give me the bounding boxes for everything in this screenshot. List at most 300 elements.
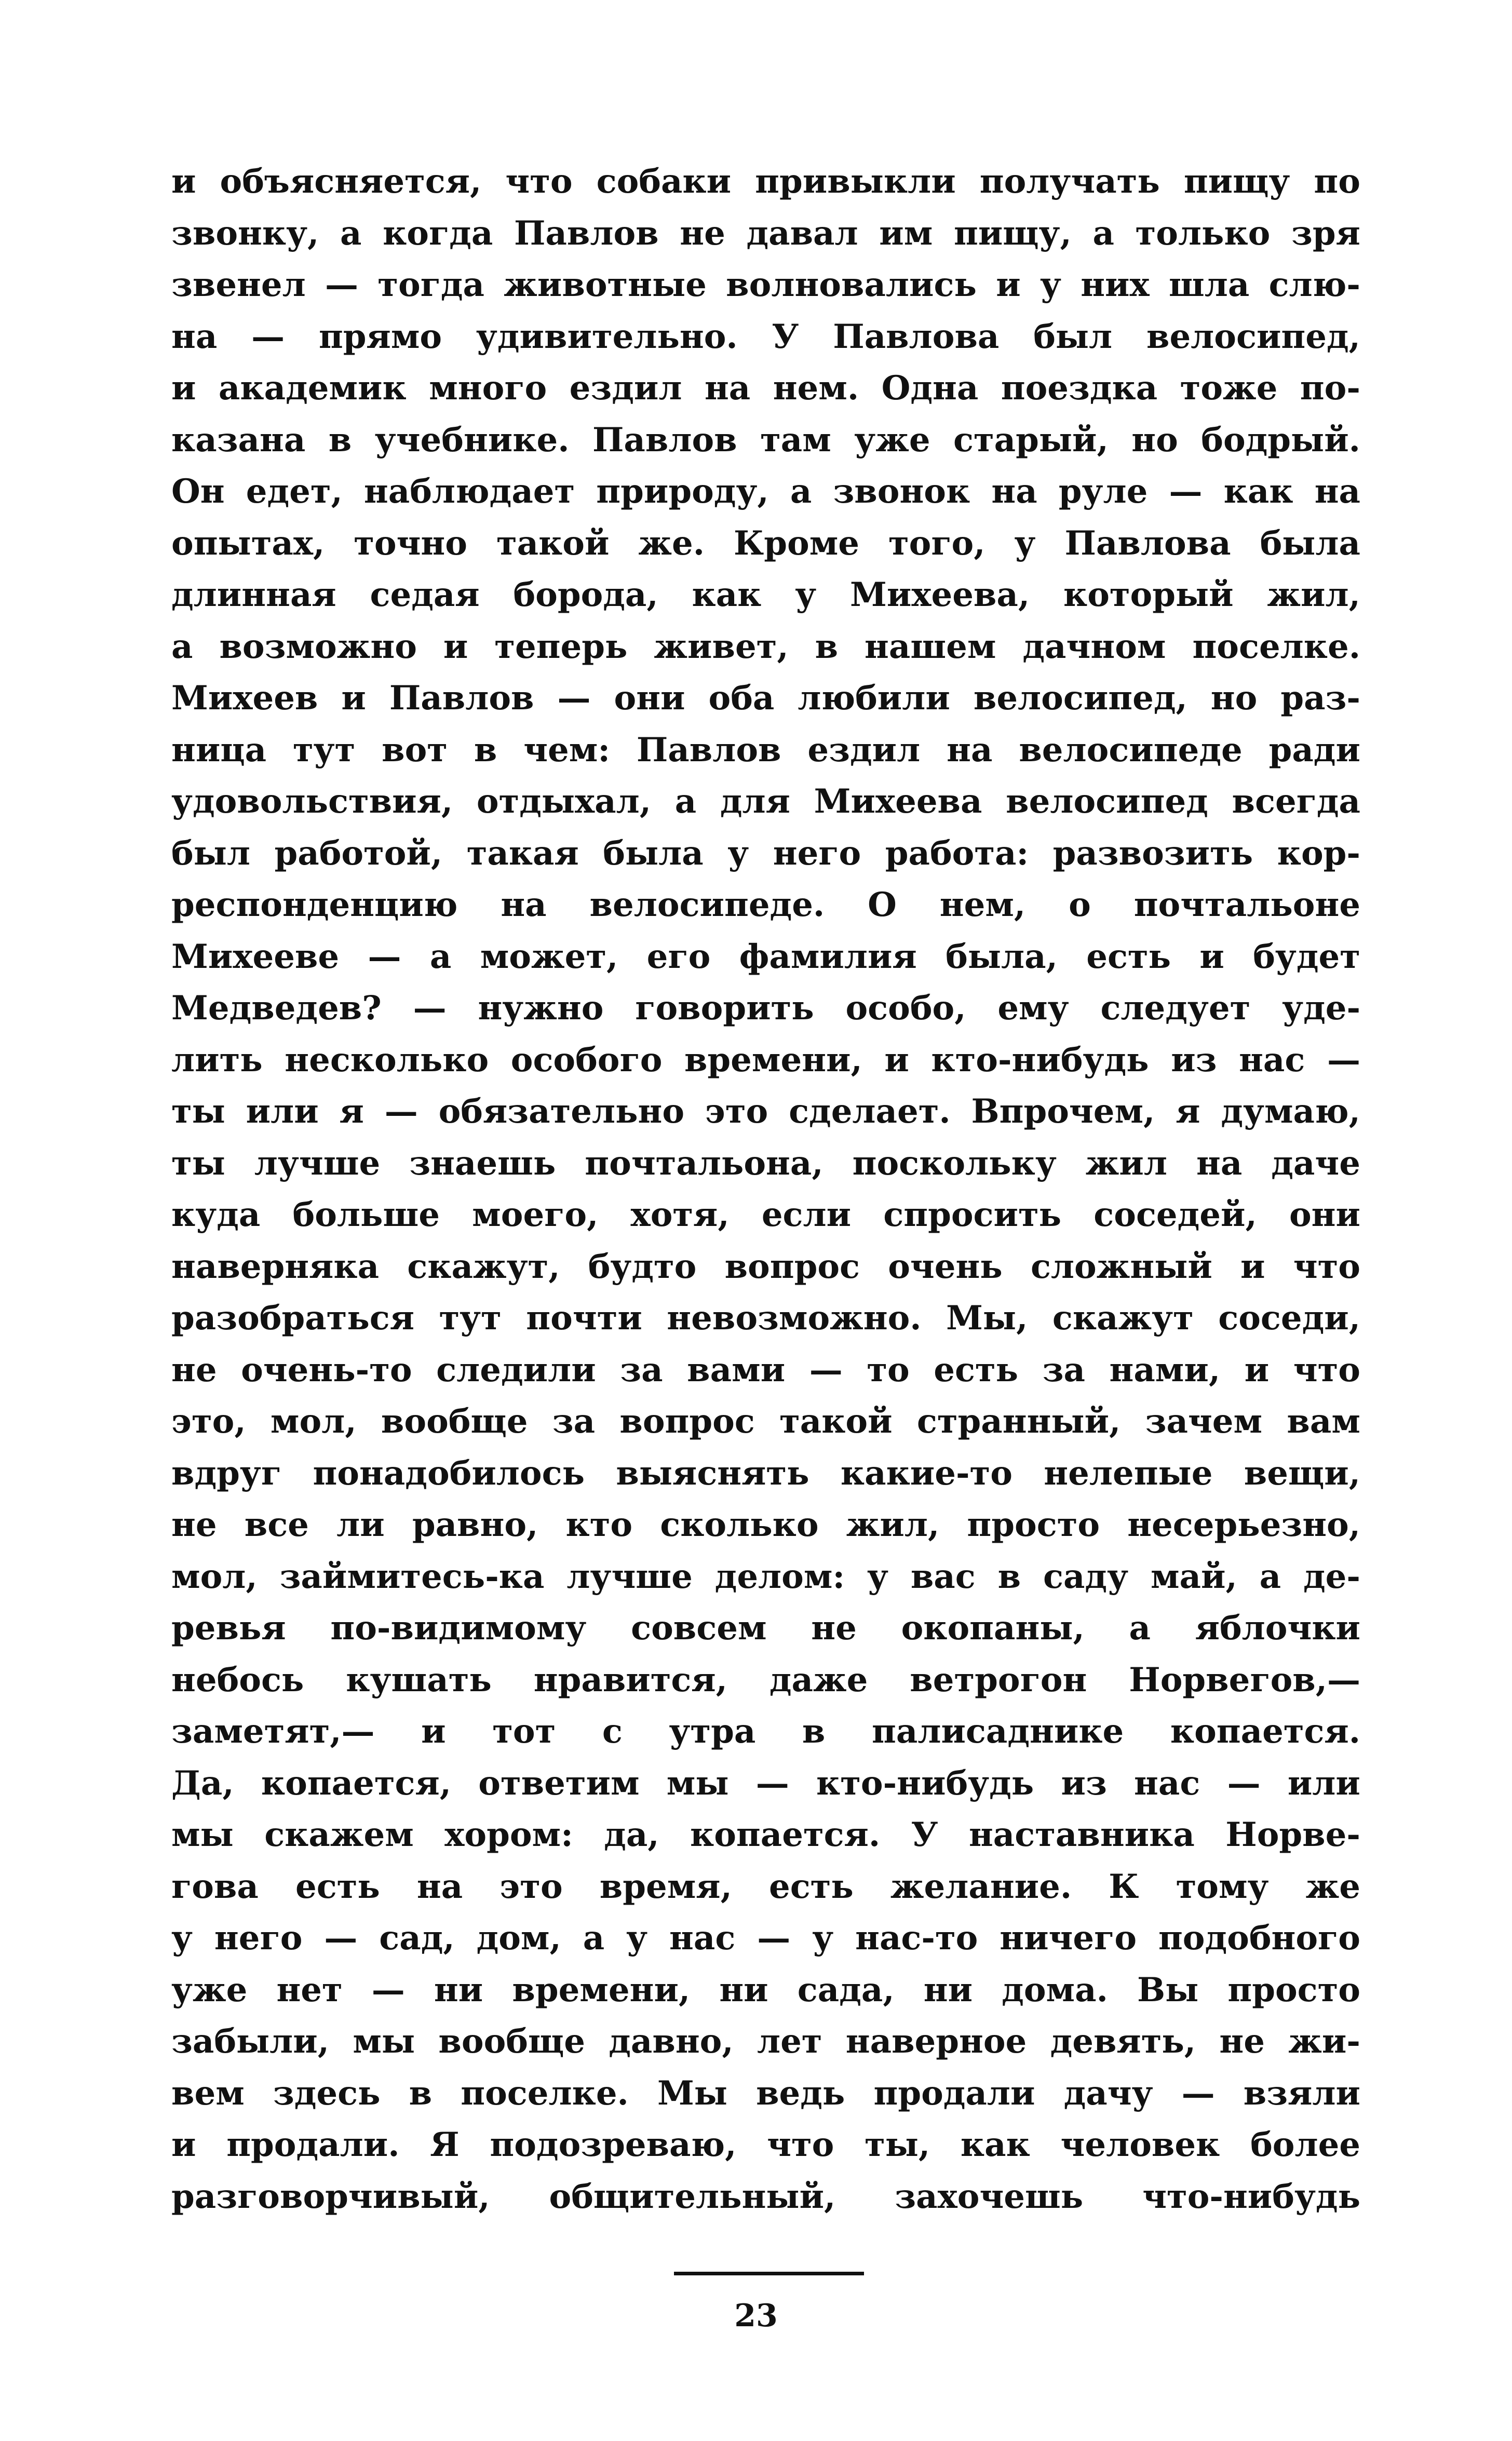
word: волновались <box>726 265 977 304</box>
word: захочешь <box>895 2177 1084 2216</box>
word: была <box>1260 523 1360 563</box>
word: него <box>773 833 861 873</box>
word: природу, <box>596 472 769 511</box>
text-line <box>171 259 1360 311</box>
word: думаю, <box>1221 1092 1360 1131</box>
word: у <box>1040 265 1061 304</box>
word: Михеева <box>814 782 982 821</box>
word: в <box>409 2073 433 2113</box>
word: по <box>1314 162 1360 201</box>
word: несколько <box>285 1040 489 1080</box>
word: возможно <box>219 627 417 666</box>
word: что <box>505 162 573 201</box>
word: равно, <box>412 1505 538 1544</box>
word: нем. <box>773 369 859 408</box>
word: жил <box>1085 1143 1167 1183</box>
word: девять, <box>1050 2022 1196 2061</box>
word: и <box>443 627 468 666</box>
text-line <box>171 879 1360 931</box>
word: даче <box>1271 1143 1360 1183</box>
word: звенел <box>171 265 306 304</box>
text-line <box>171 156 1360 208</box>
word: кто-нибудь <box>931 1040 1149 1080</box>
word: фамилия <box>739 937 917 976</box>
word: много <box>429 369 547 408</box>
word: я <box>1176 1092 1200 1131</box>
word: сад, <box>379 1919 455 1958</box>
word: казана <box>171 420 306 460</box>
word: сложный <box>1030 1247 1212 1286</box>
word: ездил <box>569 369 682 408</box>
word: скажут, <box>407 1247 560 1286</box>
word: Павлов <box>592 420 737 460</box>
word: скажут <box>1052 1299 1194 1338</box>
word: ни <box>434 1970 483 2010</box>
word: нашем <box>865 627 996 666</box>
word: поскольку <box>852 1143 1057 1183</box>
word: и <box>341 679 366 718</box>
word: это, <box>171 1402 246 1441</box>
word: говорить <box>635 989 814 1028</box>
word: тут <box>292 730 356 770</box>
text-line <box>171 2016 1360 2068</box>
word: раз- <box>1280 679 1360 718</box>
word: обязательно <box>438 1092 685 1131</box>
word: дачном <box>1022 627 1166 666</box>
word: что <box>1293 1350 1360 1390</box>
word: по- <box>1300 369 1360 408</box>
word: Я <box>430 2125 460 2164</box>
word: нужно <box>478 989 604 1028</box>
word: как <box>960 2125 1030 2164</box>
word: него <box>214 1919 303 1958</box>
word: куда <box>171 1195 261 1234</box>
word: больше <box>292 1195 440 1234</box>
word: и <box>171 2125 196 2164</box>
word: ли <box>336 1505 385 1544</box>
word: они <box>1289 1195 1360 1234</box>
word: тогда <box>377 265 484 304</box>
word: вем <box>171 2073 245 2113</box>
word: очень-то <box>241 1350 412 1390</box>
word: мол, <box>171 1557 258 1596</box>
word: вдруг <box>171 1453 282 1493</box>
word: времени, <box>684 1040 862 1080</box>
word: это <box>500 1867 563 1906</box>
word: нами, <box>1109 1350 1221 1390</box>
text-line <box>171 518 1360 570</box>
word: нравится, <box>533 1660 727 1700</box>
word: в <box>997 1557 1021 1596</box>
word: Михеева, <box>850 575 1030 614</box>
word: пищу <box>1183 162 1290 201</box>
word: но <box>1210 679 1258 718</box>
word: но <box>1131 420 1178 460</box>
word: — <box>251 317 285 356</box>
text-line <box>171 1912 1360 1964</box>
word: дом, <box>476 1919 561 1958</box>
word: — <box>1181 2073 1215 2113</box>
word: вообще <box>381 1402 528 1441</box>
word: да, <box>604 1815 659 1854</box>
text-line <box>171 2068 1360 2120</box>
text-line <box>171 1396 1360 1448</box>
word: жи- <box>1288 2022 1360 2061</box>
word: ради <box>1268 730 1360 770</box>
word: вам <box>1287 1402 1360 1441</box>
word: а <box>583 1919 605 1958</box>
word: и <box>1244 1350 1270 1390</box>
word: вопрос <box>724 1247 860 1286</box>
word: окопаны, <box>901 1609 1085 1648</box>
word: и <box>421 1712 446 1751</box>
word: наверняка <box>171 1247 380 1286</box>
text-line <box>171 621 1360 673</box>
word: мол, <box>270 1402 357 1441</box>
word: У <box>911 1815 938 1854</box>
word: не <box>171 1350 217 1390</box>
word: на <box>1314 472 1360 511</box>
word: а <box>340 213 362 253</box>
text-line <box>171 1602 1360 1654</box>
word: них <box>1081 265 1150 304</box>
word: наставника <box>968 1815 1195 1854</box>
word: почтальона, <box>585 1143 824 1183</box>
word: теперь <box>494 627 628 666</box>
word: кто-нибудь <box>816 1763 1034 1803</box>
word: в <box>815 627 839 666</box>
word: а <box>429 937 452 976</box>
word: развозить <box>1052 833 1253 873</box>
word: Павлов <box>389 679 534 718</box>
text-line <box>171 724 1360 776</box>
word: что-нибудь <box>1142 2177 1360 2216</box>
word: сделает. <box>789 1092 951 1131</box>
word: объясняется, <box>220 162 482 201</box>
word: а <box>674 782 697 821</box>
word: Мы <box>657 2073 727 2113</box>
word: вообще <box>438 2022 585 2061</box>
text-line <box>171 1344 1360 1396</box>
word: почтальоне <box>1133 885 1360 924</box>
word: лить <box>171 1040 263 1080</box>
word: был <box>171 833 250 873</box>
text-line <box>171 1448 1360 1500</box>
word: — <box>757 1919 791 1958</box>
word: — <box>1327 1040 1360 1080</box>
word: а <box>790 472 812 511</box>
word: есть <box>934 1350 1019 1390</box>
word: не <box>171 1505 217 1544</box>
word: тот <box>492 1712 556 1751</box>
word: поселке. <box>1192 627 1360 666</box>
word: дачу <box>1063 2073 1153 2113</box>
word: ты <box>171 1092 225 1131</box>
word: привыкли <box>755 162 956 201</box>
word: и <box>1240 1247 1265 1286</box>
word: с <box>602 1712 623 1751</box>
text-line <box>171 1292 1360 1344</box>
word: же. <box>638 523 705 563</box>
word: Да, <box>171 1763 234 1803</box>
word: и <box>171 162 196 201</box>
word: не <box>680 213 725 253</box>
word: более <box>1250 2125 1360 2164</box>
word: опытах, <box>171 523 325 563</box>
text-line <box>171 982 1360 1034</box>
word: в <box>328 420 352 460</box>
word: — <box>371 1970 405 2010</box>
word: или <box>246 1092 319 1131</box>
word: всегда <box>1232 782 1360 821</box>
word: жил, <box>1267 575 1360 614</box>
word: — <box>325 265 358 304</box>
word: уже <box>854 420 930 460</box>
text-line <box>171 2119 1360 2171</box>
word: не <box>811 1609 857 1648</box>
word: забыли, <box>171 2022 330 2061</box>
word: наблюдает <box>363 472 575 511</box>
word: просто <box>967 1505 1100 1544</box>
word: Впрочем, <box>971 1092 1155 1131</box>
word: Павлов <box>514 213 659 253</box>
word: когда <box>383 213 493 253</box>
word: — <box>384 1092 418 1131</box>
word: велосипеде <box>1019 730 1243 770</box>
word: старый, <box>953 420 1109 460</box>
word: моего, <box>472 1195 599 1234</box>
word: следует <box>1100 989 1251 1028</box>
word: нет <box>276 1970 343 2010</box>
word: есть <box>768 1867 854 1906</box>
word: вот <box>382 730 448 770</box>
text-line <box>171 1034 1360 1086</box>
word: у <box>1014 523 1036 563</box>
text-line <box>171 362 1360 414</box>
word: его <box>646 937 711 976</box>
word: нелепые <box>1044 1453 1213 1493</box>
word: кушать <box>346 1660 492 1700</box>
text-line <box>171 1086 1360 1138</box>
word: живет, <box>654 627 789 666</box>
word: руле <box>1058 472 1148 511</box>
word: ты, <box>865 2125 930 2164</box>
word: хором: <box>444 1815 573 1854</box>
word: лет <box>757 2022 822 2061</box>
word: на <box>991 472 1037 511</box>
word: такой <box>779 1402 893 1441</box>
word: палисаднике <box>872 1712 1124 1751</box>
word: велосипеде. <box>589 885 825 924</box>
word: подобного <box>1158 1919 1360 1958</box>
word: на <box>501 885 547 924</box>
word: даже <box>769 1660 868 1700</box>
word: заметят,— <box>171 1712 375 1751</box>
word: оба <box>708 679 775 718</box>
page-number: 23 <box>734 2298 778 2334</box>
word: кто <box>565 1505 633 1544</box>
word: Михееве <box>171 937 340 976</box>
word: ни <box>923 1970 973 2010</box>
word: Норвегов,— <box>1129 1660 1360 1700</box>
word: давно, <box>609 2022 734 2061</box>
word: утра <box>669 1712 756 1751</box>
word: У <box>772 317 799 356</box>
word: прямо <box>318 317 442 356</box>
word: может, <box>480 937 618 976</box>
word: Павлов <box>636 730 781 770</box>
word: вещи, <box>1244 1453 1360 1493</box>
word: Михеев <box>171 679 318 718</box>
word: животные <box>504 265 707 304</box>
word: вопрос <box>619 1402 755 1441</box>
text-line <box>171 931 1360 983</box>
text-line <box>171 311 1360 363</box>
word: у <box>171 1919 193 1958</box>
word: будто <box>588 1247 697 1286</box>
word: седая <box>370 575 480 614</box>
word: поездка <box>1001 369 1158 408</box>
word: как <box>692 575 762 614</box>
word: за <box>552 1402 596 1441</box>
word: удовольствия, <box>171 782 453 821</box>
word: — <box>324 1919 358 1958</box>
word: времени, <box>512 1970 691 2010</box>
word: нас <box>1239 1040 1305 1080</box>
word: же <box>1305 1867 1360 1906</box>
word: — <box>755 1763 789 1803</box>
text-line <box>171 414 1360 466</box>
word: ничего <box>1000 1919 1137 1958</box>
word: — <box>413 989 447 1028</box>
word: зря <box>1291 213 1360 253</box>
word: займитесь-ка <box>279 1557 545 1596</box>
text-line <box>171 1499 1360 1551</box>
word: им <box>879 213 933 253</box>
word: гова <box>171 1867 259 1906</box>
word: академик <box>218 369 407 408</box>
word: о <box>1069 885 1091 924</box>
word: как <box>1223 472 1293 511</box>
word: Кроме <box>734 523 859 563</box>
word: Одна <box>881 369 979 408</box>
word: ему <box>997 989 1069 1028</box>
word: кор- <box>1277 833 1360 873</box>
word: отдыхал, <box>476 782 652 821</box>
word: мы <box>171 1815 234 1854</box>
word: соседи, <box>1218 1299 1360 1338</box>
word: а <box>171 627 193 666</box>
word: борода, <box>513 575 658 614</box>
word: длинная <box>171 575 336 614</box>
text-line <box>171 1809 1360 1861</box>
word: ни <box>719 1970 768 2010</box>
word: дома. <box>1002 1970 1108 2010</box>
word: нем, <box>939 885 1026 924</box>
text-line <box>171 1964 1360 2016</box>
word: ездил <box>807 730 921 770</box>
word: бодрый. <box>1201 420 1360 460</box>
text-line <box>171 1758 1360 1810</box>
word: скажем <box>264 1815 414 1854</box>
word: — <box>1169 472 1203 511</box>
text-line <box>171 1241 1360 1293</box>
word: велосипед, <box>973 679 1187 718</box>
word: у <box>626 1919 648 1958</box>
word: совсем <box>631 1609 767 1648</box>
word: тут <box>439 1299 502 1338</box>
word: который <box>1063 575 1234 614</box>
word: чем: <box>523 730 610 770</box>
word: работа: <box>885 833 1029 873</box>
word: Павлова <box>833 317 1000 356</box>
word: продали. <box>226 2125 400 2164</box>
word: — <box>1227 1763 1261 1803</box>
word: за <box>620 1350 663 1390</box>
word: разобраться <box>171 1299 414 1338</box>
word: уже <box>171 1970 248 2010</box>
word: ветрогон <box>910 1660 1087 1700</box>
word: что <box>767 2125 834 2164</box>
text-line <box>171 828 1360 880</box>
word: работой, <box>274 833 443 873</box>
word: почти <box>526 1299 642 1338</box>
text-line <box>171 776 1360 828</box>
word: копается, <box>261 1763 452 1803</box>
word: сада, <box>797 1970 895 2010</box>
word: копается. <box>1170 1712 1360 1751</box>
word: копается. <box>690 1815 881 1854</box>
text-line <box>171 569 1360 621</box>
text-line <box>171 1189 1360 1241</box>
word: знаешь <box>409 1143 556 1183</box>
text-line <box>171 1551 1360 1603</box>
word: получать <box>979 162 1160 201</box>
word: Норве- <box>1225 1815 1360 1854</box>
word: и <box>996 265 1021 304</box>
word: в <box>802 1712 826 1751</box>
word: там <box>760 420 831 460</box>
word: респонденцию <box>171 885 458 924</box>
word: продали <box>873 2073 1035 2113</box>
word: а <box>1129 1609 1151 1648</box>
word: по-видимому <box>330 1609 587 1648</box>
text-line <box>171 672 1360 724</box>
word: ты <box>171 1143 225 1183</box>
word: яблочки <box>1195 1609 1360 1648</box>
word: поселке. <box>461 2073 629 2113</box>
word: у <box>812 1919 834 1958</box>
word: выяснять <box>616 1453 809 1493</box>
word: человек <box>1060 2125 1220 2164</box>
word: тому <box>1176 1867 1269 1906</box>
word: небось <box>171 1660 304 1700</box>
word: де- <box>1303 1557 1360 1596</box>
word: я <box>339 1092 364 1131</box>
word: очень <box>888 1247 1003 1286</box>
word: это <box>705 1092 768 1131</box>
word: общительный, <box>549 2177 836 2216</box>
word: они <box>614 679 685 718</box>
text-line <box>171 1861 1360 1913</box>
word: точно <box>354 523 467 563</box>
word: Медведев? <box>171 989 382 1028</box>
word: удивительно. <box>476 317 738 356</box>
word: или <box>1287 1763 1360 1803</box>
word: а <box>1259 1557 1281 1596</box>
word: тоже <box>1180 369 1278 408</box>
word: есть <box>295 1867 380 1906</box>
